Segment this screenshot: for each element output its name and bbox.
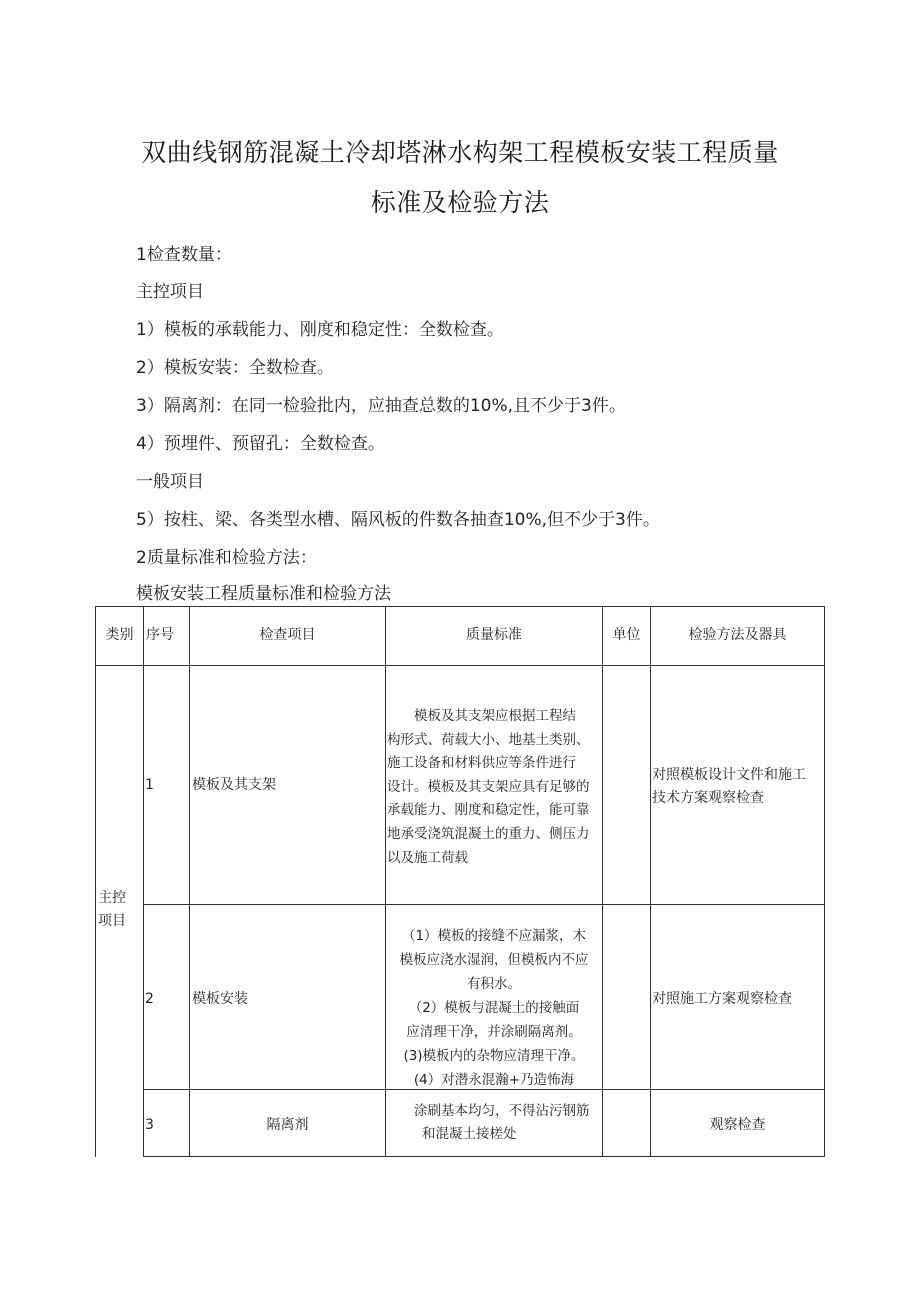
row-3-seq: 3 xyxy=(145,1117,154,1133)
table-border-left xyxy=(95,606,96,1157)
row-1-method xyxy=(652,764,824,810)
header-category: 类别 xyxy=(105,627,134,643)
item-5: 5）按柱、梁、各类型水槽、隔风板的件数各抽查10%,但不少于3件。 xyxy=(136,510,660,530)
table-border-right xyxy=(824,606,825,1157)
row-3-item: 隔离剂 xyxy=(266,1117,309,1133)
category-main-control xyxy=(98,887,142,933)
row-1-standard-line: 地承受浇筑混凝土的重力、侧压力 xyxy=(387,825,590,842)
table-border-bottom xyxy=(143,1156,825,1157)
general-items-heading: 一般项目 xyxy=(136,472,204,492)
row-3-method-line: 观察检查 xyxy=(709,1117,766,1133)
row-1-standard-line: 以及施工荷载 xyxy=(387,849,468,866)
section-quality-standards: 2质量标准和检验方法： xyxy=(136,548,317,568)
row-2-method-line: 对照施工方案观察检查 xyxy=(652,991,792,1007)
category-line-2: 项目 xyxy=(98,913,126,929)
row-2-standard xyxy=(386,924,602,1092)
row-2-standard-line: (3)模板内的杂物应清理干净。 xyxy=(403,1048,585,1064)
row-2-standard-line: 模板应浇水湿润，但模板内不应 xyxy=(399,952,589,968)
row-1-standard xyxy=(387,705,602,870)
main-items-heading: 主控项目 xyxy=(136,282,204,302)
row-2-standard-line: 有积水。 xyxy=(467,976,521,992)
row-1-method-line: 技术方案观察检查 xyxy=(652,790,764,806)
row-1-standard-line: 模板及其支架应根据工程结 xyxy=(387,708,576,724)
row-3-method xyxy=(651,1114,824,1137)
row-2-standard-line: 应清理干净，并涂刷隔离剂。 xyxy=(406,1024,582,1040)
document-title-line-1: 双曲线钢筋混凝土冷却塔淋水构架工程模板安装工程质量 xyxy=(141,138,779,167)
header-unit: 单位 xyxy=(612,627,641,643)
row-3-standard-line: 和混凝土接槎处 xyxy=(422,1126,517,1142)
document-title-line-2: 标准及检验方法 xyxy=(370,188,550,217)
row-1-item: 模板及其支架 xyxy=(192,777,276,793)
row-1-standard-line: 构形式、荷载大小、地基土类别、 xyxy=(387,731,590,748)
table-border-top xyxy=(95,606,825,607)
section-inspection-quantity: 1检查数量： xyxy=(136,245,232,265)
row-1-seq: 1 xyxy=(145,777,154,793)
header-method: 检验方法及器具 xyxy=(688,627,787,643)
header-standard: 质量标准 xyxy=(466,627,522,643)
category-line-1: 主控 xyxy=(98,890,126,906)
table-header-divider xyxy=(95,665,825,666)
row-2-item: 模板安装 xyxy=(192,991,248,1007)
col-divider-5 xyxy=(650,606,651,1157)
row-1-method-line: 对照模板设计文件和施工 xyxy=(652,767,806,783)
item-3: 3）隔离剂：在同一检验批内，应抽查总数的10%,且不少于3件。 xyxy=(136,396,626,416)
header-item: 检查项目 xyxy=(259,627,316,643)
item-2: 2）模板安装：全数检查。 xyxy=(136,358,334,378)
table-caption: 模板安装工程质量标准和检验方法 xyxy=(136,584,391,604)
item-1: 1）模板的承载能力、刚度和稳定性：全数检查。 xyxy=(136,320,504,340)
header-seq: 序号 xyxy=(146,627,174,643)
row-3-standard xyxy=(414,1100,602,1146)
row-2-standard-line: （2）模板与混凝土的接触面 xyxy=(408,1000,580,1016)
col-divider-2 xyxy=(189,606,190,1157)
row-1-standard-line: 施工设备和材料供应等条件进行 xyxy=(387,755,576,772)
col-divider-4 xyxy=(602,606,603,1157)
row-2-seq: 2 xyxy=(145,991,154,1007)
row-2-method xyxy=(652,988,824,1011)
row-divider-1 xyxy=(143,904,825,905)
row-2-standard-line: (4）对潜永混瀚+乃造怖海 xyxy=(413,1072,575,1088)
row-1-standard-line: 承载能力、刚度和稳定性，能可靠 xyxy=(387,802,590,819)
row-2-standard-line: （1）模板的接缝不应漏浆，木 xyxy=(401,928,587,944)
row-3-standard-line: 涂刷基本均匀，不得沾污钢筋 xyxy=(414,1103,590,1119)
row-1-standard-line: 设计。模板及其支架应具有足够的 xyxy=(387,778,590,795)
col-divider-1 xyxy=(143,606,144,1157)
item-4: 4）预埋件、预留孔：全数检查。 xyxy=(136,434,385,454)
